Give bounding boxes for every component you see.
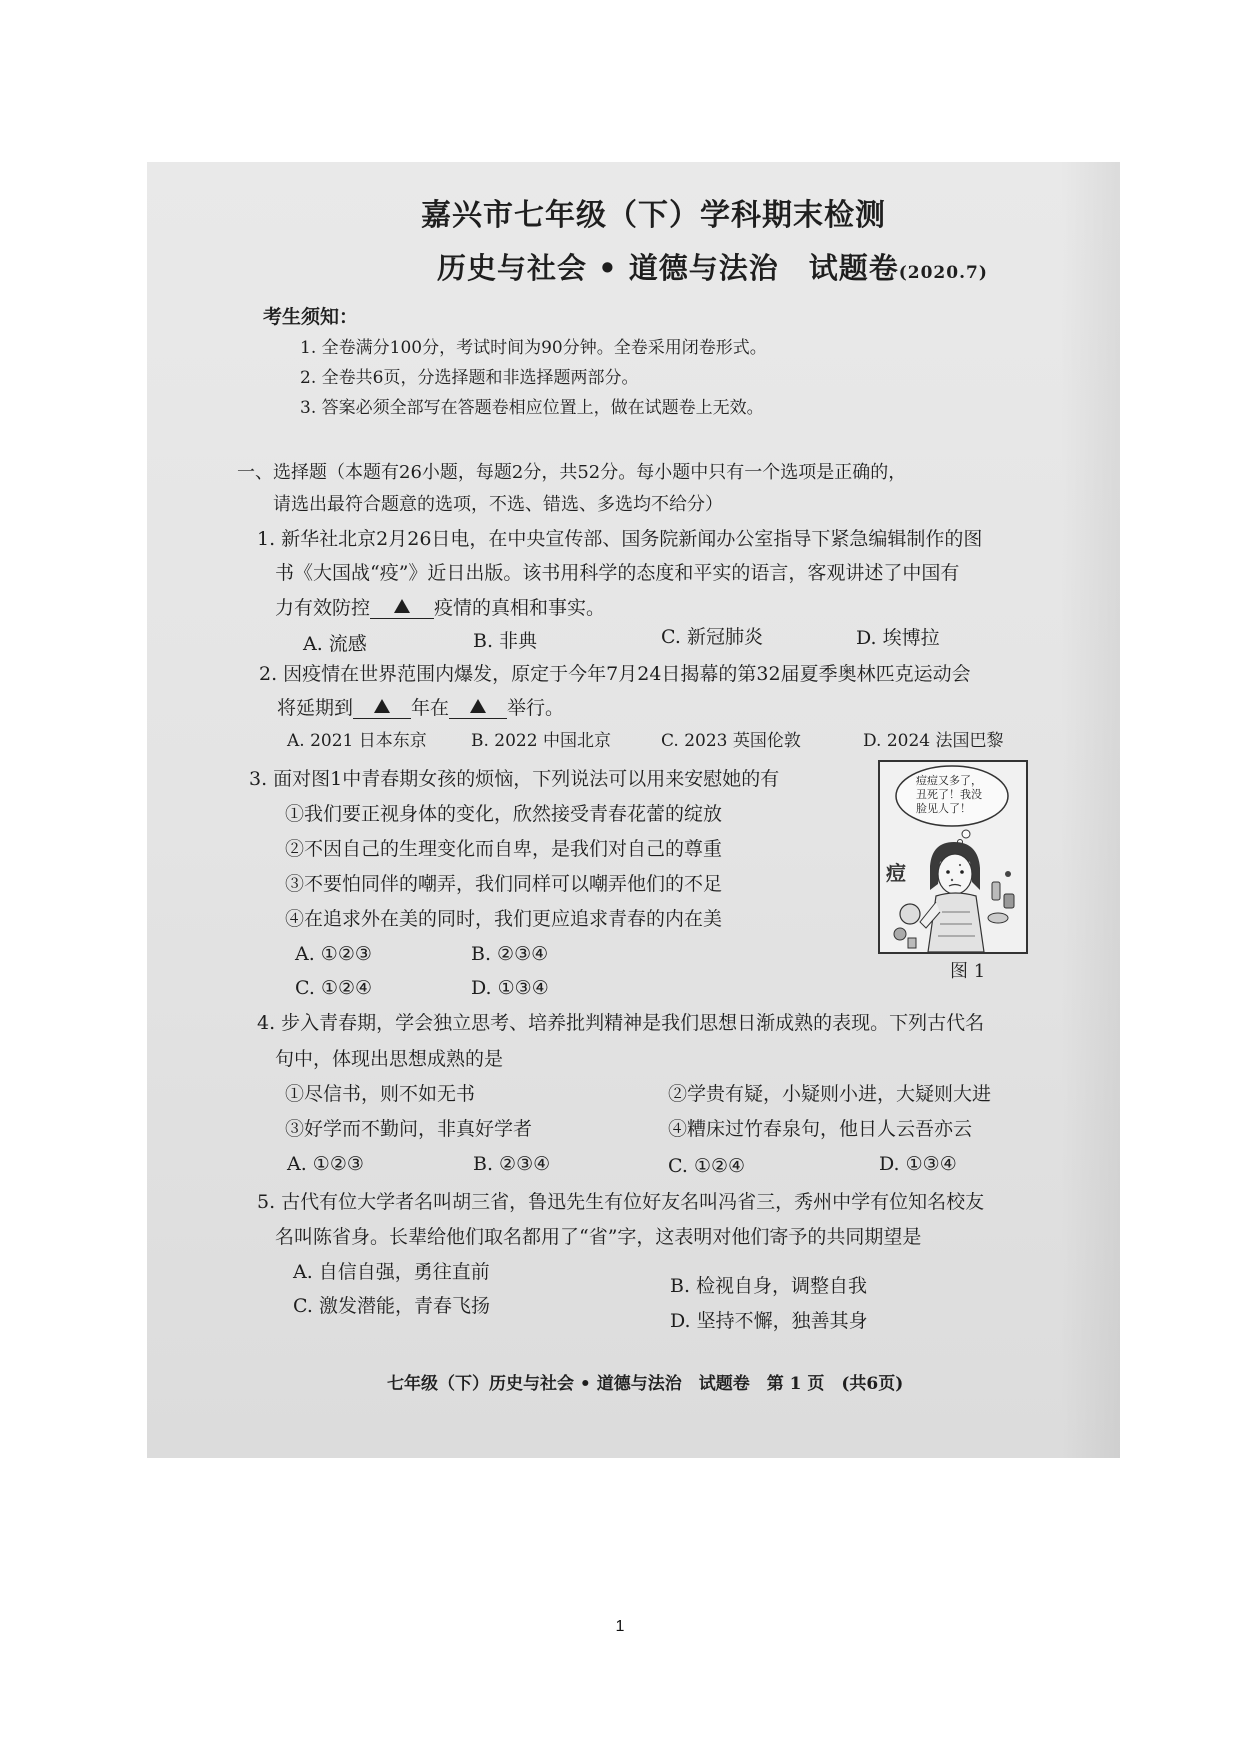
subtitle-text: 历史与社会 • 道德与法治 试题卷 [437, 251, 899, 285]
q5-option-c: C. 激发潜能，青春飞扬 [293, 1295, 490, 1317]
section-heading-line-2: 请选出最符合题意的选项，不选、错选、多选均不给分） [273, 494, 723, 515]
q3-statement-4: ④在追求外在美的同时，我们更应追求青春的内在美 [285, 908, 723, 930]
q2-line-2-start: 将延期到 [277, 697, 354, 719]
q3-option-c: C. ①②④ [295, 977, 373, 999]
exam-photo [147, 162, 1120, 1458]
exam-date: (2020.7) [898, 263, 988, 283]
q5-line-2: 名叫陈省身。长辈给他们取名都用了“省”字，这表明对他们寄予的共同期望是 [275, 1226, 922, 1248]
q1-line-1: 1. 新华社北京2月26日电，在中央宣传部、国务院新闻办公室指导下紧急编辑制作的图 [257, 528, 983, 550]
q3-line-1: 3. 面对图1中青春期女孩的烦恼，下列说法可以用来安慰她的有 [249, 768, 780, 790]
q5-option-a: A. 自信自强，勇往直前 [293, 1261, 490, 1283]
q1-option-a: A. 流感 [303, 633, 367, 655]
q4-option-d: D. ①③④ [879, 1153, 957, 1175]
q4-statement-1: ①尽信书，则不如无书 [285, 1083, 476, 1105]
q2-option-b: B. 2022 中国北京 [471, 731, 611, 751]
pimple-char: 痘 [886, 861, 906, 885]
q4-statement-4: ④糟床过竹春泉句，他日人云吾亦云 [668, 1118, 973, 1140]
q3-option-b: B. ②③④ [471, 943, 549, 965]
q2-line-2 [277, 699, 564, 719]
q2-line-1: 2. 因疫情在世界范围内爆发，原定于今年7月24日揭幕的第32届夏季奥林匹克运动会 [259, 663, 971, 685]
answer-blank [353, 699, 411, 719]
q4-line-1: 4. 步入青春期，学会独立思考、培养批判精神是我们思想日渐成熟的表现。下列古代名 [257, 1012, 985, 1034]
q2-option-a: A. 2021 日本东京 [287, 731, 427, 751]
q2-line-2-end: 举行。 [507, 697, 565, 719]
q3-statement-3: ③不要怕同伴的嘲弄，我们同样可以嘲弄他们的不足 [285, 873, 723, 895]
q3-statement-2: ②不因自己的生理变化而自卑，是我们对自己的尊重 [285, 838, 723, 860]
q3-option-d: D. ①③④ [471, 977, 549, 999]
q1-line-3-end: 疫情的真相和事实。 [434, 597, 606, 619]
q4-option-b: B. ②③④ [473, 1153, 551, 1175]
bubble-line-3: 脸见人了！ [916, 802, 971, 815]
q5-option-b: B. 检视自身，调整自我 [670, 1275, 868, 1297]
notice-item-3: 3. 答案必须全部写在答题卷相应位置上，做在试题卷上无效。 [300, 398, 764, 418]
exam-subtitle [437, 246, 988, 287]
bubble-line-1: 痘痘又多了， [916, 774, 982, 787]
figure-1-cartoon [878, 760, 1028, 954]
q4-option-c: C. ①②④ [668, 1155, 746, 1177]
girl-illustration [880, 762, 1026, 952]
q3-statement-1: ①我们要正视身体的变化，欣然接受青春花蕾的绽放 [285, 803, 723, 825]
q1-line-3 [275, 599, 605, 619]
q1-line-2: 书《大国战“疫”》近日出版。该书用科学的态度和平实的语言，客观讲述了中国有 [275, 562, 960, 584]
q5-option-d: D. 坚持不懈，独善其身 [670, 1310, 868, 1332]
notice-item-2: 2. 全卷共6页，分选择题和非选择题两部分。 [300, 368, 639, 388]
notice-item-1: 1. 全卷满分100分，考试时间为90分钟。全卷采用闭卷形式。 [300, 338, 767, 358]
triangle-icon [394, 599, 410, 613]
q1-option-b: B. 非典 [473, 630, 538, 652]
q5-line-1: 5. 古代有位大学者名叫胡三省，鲁迅先生有位好友名叫冯省三，秀州中学有位知名校友 [257, 1191, 985, 1213]
exam-footer: 七年级（下）历史与社会 • 道德与法治 试题卷 第 1 页 (共6页) [387, 1374, 904, 1394]
notice-heading: 考生须知： [263, 306, 359, 328]
photo-shadow [1060, 162, 1120, 1458]
triangle-icon [374, 699, 390, 713]
q2-option-d: D. 2024 法国巴黎 [863, 731, 1004, 751]
q2-line-2-mid: 年在 [411, 697, 450, 719]
bubble-line-2: 丑死了！我没 [916, 788, 982, 801]
q4-statement-3: ③好学而不勤问，非真好学者 [285, 1118, 533, 1140]
q1-option-c: C. 新冠肺炎 [661, 626, 763, 648]
q4-option-a: A. ①②③ [287, 1153, 364, 1175]
section-heading-line-1: 一、选择题（本题有26小题，每题2分，共52分。每小题中只有一个选项是正确的， [237, 462, 907, 483]
q1-line-3-start: 力有效防控 [275, 597, 371, 619]
q3-option-a: A. ①②③ [295, 943, 372, 965]
q2-option-c: C. 2023 英国伦敦 [661, 731, 801, 751]
page-number: 1 [615, 1618, 625, 1635]
exam-title: 嘉兴市七年级（下）学科期末检测 [421, 198, 886, 233]
q4-line-2: 句中，体现出思想成熟的是 [275, 1048, 504, 1070]
figure-caption: 图 1 [950, 961, 986, 982]
answer-blank [370, 599, 434, 619]
q1-option-d: D. 埃博拉 [856, 627, 940, 649]
answer-blank [449, 699, 507, 719]
triangle-icon [470, 699, 486, 713]
q4-statement-2: ②学贵有疑，小疑则小进，大疑则大进 [668, 1083, 992, 1105]
